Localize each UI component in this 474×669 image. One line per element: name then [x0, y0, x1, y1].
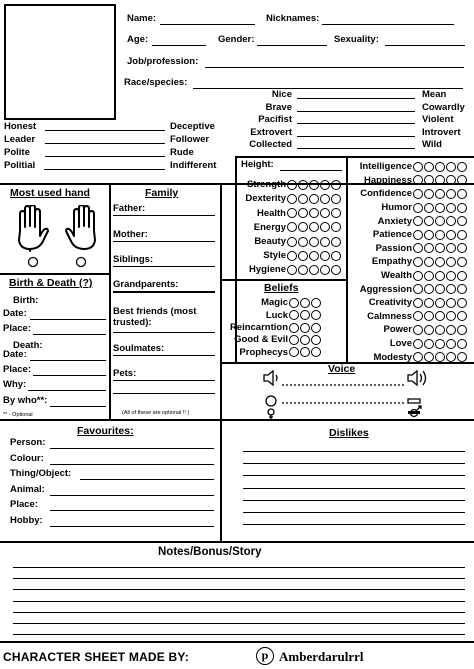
stat-row: [342, 215, 467, 226]
rating-circle[interactable]: [457, 352, 467, 362]
stat-row: [342, 161, 467, 172]
trait-left-label: Politial: [4, 160, 36, 171]
stat-label: Good & Evil: [234, 334, 288, 346]
rating-circle[interactable]: [311, 310, 321, 320]
stat-label: Energy: [253, 221, 286, 233]
trait-left-label: Brave: [265, 101, 292, 113]
birth-place-label: Place:: [3, 323, 31, 334]
rating-circle[interactable]: [331, 208, 341, 218]
rating-circle[interactable]: [287, 208, 297, 218]
rating-circle[interactable]: [435, 352, 445, 362]
rating-circle[interactable]: [413, 339, 423, 349]
rating-circle[interactable]: [300, 323, 310, 333]
nicknames-label: Nicknames:: [266, 13, 320, 24]
rating-circle[interactable]: [446, 352, 456, 362]
birth-date-field[interactable]: [30, 319, 106, 320]
rating-circle[interactable]: [457, 203, 467, 213]
rating-circle[interactable]: [413, 311, 423, 321]
pinterest-icon: p: [256, 647, 274, 665]
sexuality-field[interactable]: [385, 45, 465, 46]
stat-label: Patience: [372, 229, 412, 241]
by-who-label: By who**:: [3, 395, 48, 406]
rating-circle[interactable]: [424, 284, 434, 294]
family-item-label: Father:: [113, 203, 146, 214]
family-item-field[interactable]: [113, 292, 215, 293]
rating-circle[interactable]: [446, 298, 456, 308]
notes-line[interactable]: [13, 567, 465, 568]
rating-circle[interactable]: [300, 347, 310, 357]
rating-circle[interactable]: [435, 243, 445, 253]
divider: [220, 279, 346, 281]
birth-label: Birth:: [13, 295, 39, 306]
stat-label: Wealth: [381, 270, 412, 282]
stat-row: [342, 256, 467, 267]
stat-row: [222, 334, 321, 345]
rating-circle[interactable]: [320, 194, 330, 204]
rating-circle[interactable]: [435, 298, 445, 308]
rating-circle[interactable]: [287, 265, 297, 275]
stat-row: [234, 207, 341, 218]
rating-circle[interactable]: [413, 216, 423, 226]
stat-label: Happiness: [363, 174, 412, 186]
stat-label: Hygiene: [249, 264, 286, 276]
rating-circle[interactable]: [320, 251, 330, 261]
rating-circle[interactable]: [287, 194, 297, 204]
notes-line[interactable]: [13, 601, 465, 602]
dislike-line[interactable]: [243, 500, 465, 501]
rating-circle[interactable]: [457, 339, 467, 349]
stat-label: Calmness: [367, 310, 412, 322]
rating-circle[interactable]: [446, 339, 456, 349]
rating-circle[interactable]: [309, 208, 319, 218]
rating-circle[interactable]: [287, 180, 297, 190]
rating-circle[interactable]: [320, 265, 330, 275]
favourite-label: Hobby:: [10, 514, 43, 526]
rating-circle[interactable]: [300, 298, 310, 308]
trait-left-label: Pacifist: [258, 114, 292, 125]
rating-circle[interactable]: [320, 237, 330, 247]
notes-line[interactable]: [13, 589, 465, 590]
stat-label: Style: [263, 250, 286, 262]
rating-circle[interactable]: [424, 352, 434, 362]
trait-scale-line[interactable]: [297, 123, 415, 124]
rating-circle[interactable]: [424, 298, 434, 308]
rating-circle[interactable]: [287, 222, 297, 232]
beliefs-title: Beliefs: [264, 282, 299, 294]
trait-scale-line[interactable]: [45, 156, 165, 157]
trait-scale-line[interactable]: [297, 111, 415, 112]
family-item-field[interactable]: [113, 241, 215, 242]
rating-circle[interactable]: [413, 189, 423, 199]
rating-circle[interactable]: [413, 284, 423, 294]
rating-circle[interactable]: [424, 216, 434, 226]
favourite-label: Animal:: [10, 483, 45, 495]
rating-circle[interactable]: [309, 251, 319, 261]
trait-right-label: Indifferent: [170, 160, 217, 171]
stat-row: [342, 351, 467, 362]
nicknames-field[interactable]: [322, 24, 454, 25]
rating-circle[interactable]: [446, 325, 456, 335]
height-field[interactable]: [280, 170, 342, 171]
stat-label: Empathy: [371, 256, 412, 268]
voice-title: Voice: [328, 363, 356, 375]
birth-date-label: Date:: [3, 308, 27, 319]
rating-circle[interactable]: [457, 325, 467, 335]
stat-label: Love: [389, 338, 412, 350]
stat-row: [222, 347, 321, 358]
rating-circle[interactable]: [311, 298, 321, 308]
stat-label: Magic: [261, 297, 288, 309]
divider: [236, 156, 474, 158]
dislike-line[interactable]: [243, 463, 465, 464]
portrait-box[interactable]: [4, 4, 116, 120]
race-label: Race/species:: [124, 77, 188, 88]
rating-circle[interactable]: [298, 208, 308, 218]
family-item-field[interactable]: [113, 380, 215, 381]
family-item-field[interactable]: [113, 266, 215, 267]
stat-row: [342, 229, 467, 240]
rating-circle[interactable]: [435, 339, 445, 349]
rating-circle[interactable]: [457, 243, 467, 253]
family-item-field[interactable]: [113, 393, 215, 394]
rating-circle[interactable]: [446, 284, 456, 294]
rating-circle[interactable]: [446, 230, 456, 240]
rating-circle[interactable]: [413, 203, 423, 213]
rating-circle[interactable]: [435, 284, 445, 294]
stat-row: [342, 175, 467, 186]
hands-icon: [12, 205, 102, 271]
rating-circle[interactable]: [457, 311, 467, 321]
rating-circle[interactable]: [424, 243, 434, 253]
rating-circle[interactable]: [309, 194, 319, 204]
rating-circle[interactable]: [413, 352, 423, 362]
family-item-label: Soulmates:: [113, 343, 165, 354]
favourite-field[interactable]: [50, 495, 214, 496]
rating-circle[interactable]: [424, 325, 434, 335]
trait-left-label: Collected: [249, 139, 292, 150]
rating-circle[interactable]: [424, 230, 434, 240]
notes-title: Notes/Bonus/Story: [158, 546, 262, 558]
stat-row: [342, 297, 467, 308]
divider: [0, 541, 474, 543]
trait-scale-line[interactable]: [297, 148, 415, 149]
rating-circle[interactable]: [435, 271, 445, 281]
stat-label: Confidence: [360, 188, 412, 200]
rating-circle[interactable]: [320, 222, 330, 232]
stat-label: Passion: [375, 242, 412, 254]
rating-circle[interactable]: [311, 335, 321, 345]
notes-line[interactable]: [13, 634, 465, 635]
trait-left-label: Nice: [271, 89, 292, 100]
rating-circle[interactable]: [413, 325, 423, 335]
rating-circle[interactable]: [331, 194, 341, 204]
family-item-label: Grandparents:: [113, 279, 179, 290]
job-label: Job/profession:: [127, 56, 199, 67]
stat-row: [234, 179, 341, 190]
why-label: Why:: [3, 379, 27, 390]
trait-scale-line[interactable]: [44, 169, 165, 170]
family-title: Family: [145, 187, 179, 199]
gender-label: Gender:: [218, 34, 255, 45]
death-date-label: Date:: [3, 349, 27, 360]
dislike-line[interactable]: [243, 512, 465, 513]
rating-circle[interactable]: [413, 230, 423, 240]
rating-circle[interactable]: [446, 271, 456, 281]
rating-circle[interactable]: [298, 180, 308, 190]
rating-circle[interactable]: [298, 222, 308, 232]
age-field[interactable]: [152, 45, 206, 46]
stat-row: [234, 264, 341, 275]
rating-circle[interactable]: [435, 203, 445, 213]
rating-circle[interactable]: [320, 180, 330, 190]
stat-label: Intelligence: [359, 161, 412, 173]
rating-circle[interactable]: [424, 311, 434, 321]
trait-right-label: Mean: [422, 89, 447, 100]
notes-line[interactable]: [13, 578, 465, 579]
stat-row: [342, 324, 467, 335]
stat-row: [342, 188, 467, 199]
rating-circle[interactable]: [424, 162, 434, 172]
stat-label: Prophecys: [239, 346, 288, 358]
why-field[interactable]: [28, 390, 106, 391]
family-item-field[interactable]: [113, 215, 215, 216]
trait-left-label: Honest: [4, 121, 37, 132]
rating-circle[interactable]: [309, 265, 319, 275]
rating-circle[interactable]: [424, 339, 434, 349]
stat-label: Humor: [381, 202, 412, 214]
rating-circle[interactable]: [413, 271, 423, 281]
favourites-title: Favourites:: [77, 425, 134, 437]
rating-circle[interactable]: [435, 162, 445, 172]
notes-line[interactable]: [13, 623, 465, 624]
stat-label: Luck: [265, 309, 288, 321]
dislike-line[interactable]: [243, 451, 465, 452]
dislikes-title: Dislikes: [329, 427, 369, 439]
rating-circle[interactable]: [435, 325, 445, 335]
sexuality-label: Sexuality:: [334, 34, 379, 45]
rating-circle[interactable]: [311, 323, 321, 333]
stat-label: Strength: [246, 179, 286, 191]
stat-label: Anxiety: [377, 215, 412, 227]
trait-right-label: Wild: [422, 139, 442, 150]
rating-circle[interactable]: [446, 203, 456, 213]
rating-circle[interactable]: [320, 208, 330, 218]
rating-circle[interactable]: [457, 175, 467, 185]
height-label: Height:: [241, 159, 274, 170]
footer-credit: CHARACTER SHEET MADE BY:: [3, 650, 189, 664]
stat-row: [222, 297, 321, 308]
rating-circle[interactable]: [300, 335, 310, 345]
stat-label: Reincarntion: [229, 322, 288, 334]
favourite-field[interactable]: [50, 526, 214, 527]
stat-row: [342, 243, 467, 254]
rating-circle[interactable]: [413, 298, 423, 308]
rating-circle[interactable]: [311, 347, 321, 357]
job-field[interactable]: [205, 67, 464, 68]
trait-left-label: Leader: [4, 134, 36, 145]
rating-circle[interactable]: [457, 284, 467, 294]
rating-circle[interactable]: [435, 257, 445, 267]
footer-author: Amberdarulrrl: [279, 649, 364, 664]
rating-circle[interactable]: [309, 222, 319, 232]
rating-circle[interactable]: [331, 180, 341, 190]
trait-right-label: Introvert: [422, 126, 461, 138]
rating-circle[interactable]: [424, 189, 434, 199]
rating-circle[interactable]: [424, 175, 434, 185]
rating-circle[interactable]: [457, 271, 467, 281]
rating-circle[interactable]: [331, 222, 341, 232]
rating-circle[interactable]: [446, 189, 456, 199]
trait-right-label: Follower: [170, 134, 210, 145]
favourite-label: Colour:: [10, 452, 44, 464]
favourite-label: Thing/Object:: [10, 468, 72, 479]
favourite-field[interactable]: [80, 479, 214, 480]
stat-row: [342, 202, 467, 213]
trait-right-label: Rude: [170, 147, 194, 158]
divider: [220, 419, 222, 541]
family-item-label: Best friends (most trusted):: [113, 306, 197, 328]
stat-label: Creativity: [368, 297, 412, 309]
voice-scales: [262, 368, 432, 420]
death-place-label: Place:: [3, 364, 31, 375]
stat-row: [222, 309, 321, 320]
stat-row: [234, 193, 341, 204]
gender-field[interactable]: [257, 45, 327, 46]
trait-right-label: Violent: [422, 114, 454, 125]
stat-row: [342, 270, 467, 281]
rating-circle[interactable]: [457, 189, 467, 199]
rating-circle[interactable]: [435, 175, 445, 185]
rating-circle[interactable]: [446, 311, 456, 321]
notes-line[interactable]: [13, 612, 465, 613]
family-item-label: Pets:: [113, 368, 137, 379]
rating-circle[interactable]: [289, 335, 299, 345]
death-label: Death:: [13, 340, 43, 351]
stat-row: [234, 236, 341, 247]
family-item-field[interactable]: [113, 355, 215, 356]
stat-row: [342, 311, 467, 322]
stat-label: Aggression: [359, 283, 412, 295]
dislike-line[interactable]: [243, 524, 465, 525]
optional-note: ** - Optional: [3, 412, 33, 418]
birth-death-title: Birth & Death (?): [9, 277, 93, 289]
rating-circle[interactable]: [435, 230, 445, 240]
rating-circle[interactable]: [298, 194, 308, 204]
dislike-line[interactable]: [243, 488, 465, 489]
rating-circle[interactable]: [287, 251, 297, 261]
rating-circle[interactable]: [457, 257, 467, 267]
rating-circle[interactable]: [309, 180, 319, 190]
trait-scale-line[interactable]: [297, 98, 415, 99]
rating-circle[interactable]: [331, 237, 341, 247]
family-item-label: Siblings:: [113, 254, 154, 265]
stat-label: Power: [383, 324, 412, 336]
favourite-field[interactable]: [50, 448, 214, 449]
name-label: Name:: [127, 13, 157, 24]
stat-label: Health: [256, 207, 286, 219]
rating-circle[interactable]: [331, 265, 341, 275]
rating-circle[interactable]: [457, 298, 467, 308]
family-item-field[interactable]: [113, 332, 215, 333]
stat-row: [222, 322, 321, 333]
trait-right-label: Deceptive: [170, 121, 215, 132]
favourite-field[interactable]: [50, 510, 214, 511]
rating-circle[interactable]: [424, 271, 434, 281]
rating-circle[interactable]: [298, 237, 308, 247]
rating-circle[interactable]: [457, 230, 467, 240]
rating-circle[interactable]: [289, 347, 299, 357]
stat-label: Beauty: [254, 236, 286, 248]
rating-circle[interactable]: [413, 243, 423, 253]
death-place-field[interactable]: [33, 375, 106, 376]
rating-circle[interactable]: [300, 310, 310, 320]
rating-circle[interactable]: [287, 237, 297, 247]
by-who-field[interactable]: [50, 406, 106, 407]
divider: [109, 183, 111, 419]
rating-circle[interactable]: [413, 162, 423, 172]
death-date-field[interactable]: [30, 360, 106, 361]
trait-scale-line[interactable]: [45, 143, 165, 144]
rating-circle[interactable]: [424, 203, 434, 213]
trait-left-label: Extrovert: [250, 126, 292, 138]
stat-row: [342, 338, 467, 349]
divider: [0, 273, 110, 275]
birth-place-field[interactable]: [33, 334, 106, 335]
trait-scale-line[interactable]: [45, 130, 165, 131]
favourite-field[interactable]: [50, 464, 214, 465]
age-label: Age:: [127, 34, 149, 45]
rating-circle[interactable]: [435, 189, 445, 199]
rating-circle[interactable]: [289, 323, 299, 333]
family-item-label: Mother:: [113, 229, 148, 240]
rating-circle[interactable]: [446, 243, 456, 253]
rating-circle[interactable]: [298, 265, 308, 275]
stat-label: Dexterity: [245, 193, 286, 205]
stat-label: Modesty: [373, 351, 412, 363]
rating-circle[interactable]: [446, 175, 456, 185]
trait-left-label: Polite: [4, 147, 30, 158]
rating-circle[interactable]: [424, 257, 434, 267]
family-note: (All of these are optional !! ): [122, 410, 190, 416]
rating-circle[interactable]: [457, 216, 467, 226]
hand-title: Most used hand: [10, 187, 90, 199]
stat-row: [234, 222, 341, 233]
divider: [0, 641, 474, 643]
rating-circle[interactable]: [413, 175, 423, 185]
rating-circle[interactable]: [298, 251, 308, 261]
stat-row: [342, 283, 467, 294]
favourite-label: Place:: [10, 499, 38, 510]
rating-circle[interactable]: [446, 257, 456, 267]
rating-circle[interactable]: [457, 162, 467, 172]
rating-circle[interactable]: [309, 237, 319, 247]
trait-right-label: Cowardly: [422, 101, 465, 113]
stat-row: [234, 250, 341, 261]
rating-circle[interactable]: [289, 298, 299, 308]
trait-scale-line[interactable]: [297, 136, 415, 137]
rating-circle[interactable]: [289, 310, 299, 320]
dislike-line[interactable]: [243, 475, 465, 476]
rating-circle[interactable]: [446, 216, 456, 226]
rating-circle[interactable]: [331, 251, 341, 261]
name-field[interactable]: [160, 24, 255, 25]
rating-circle[interactable]: [413, 257, 423, 267]
rating-circle[interactable]: [435, 216, 445, 226]
rating-circle[interactable]: [435, 311, 445, 321]
favourite-label: Person:: [10, 437, 46, 448]
rating-circle[interactable]: [446, 162, 456, 172]
